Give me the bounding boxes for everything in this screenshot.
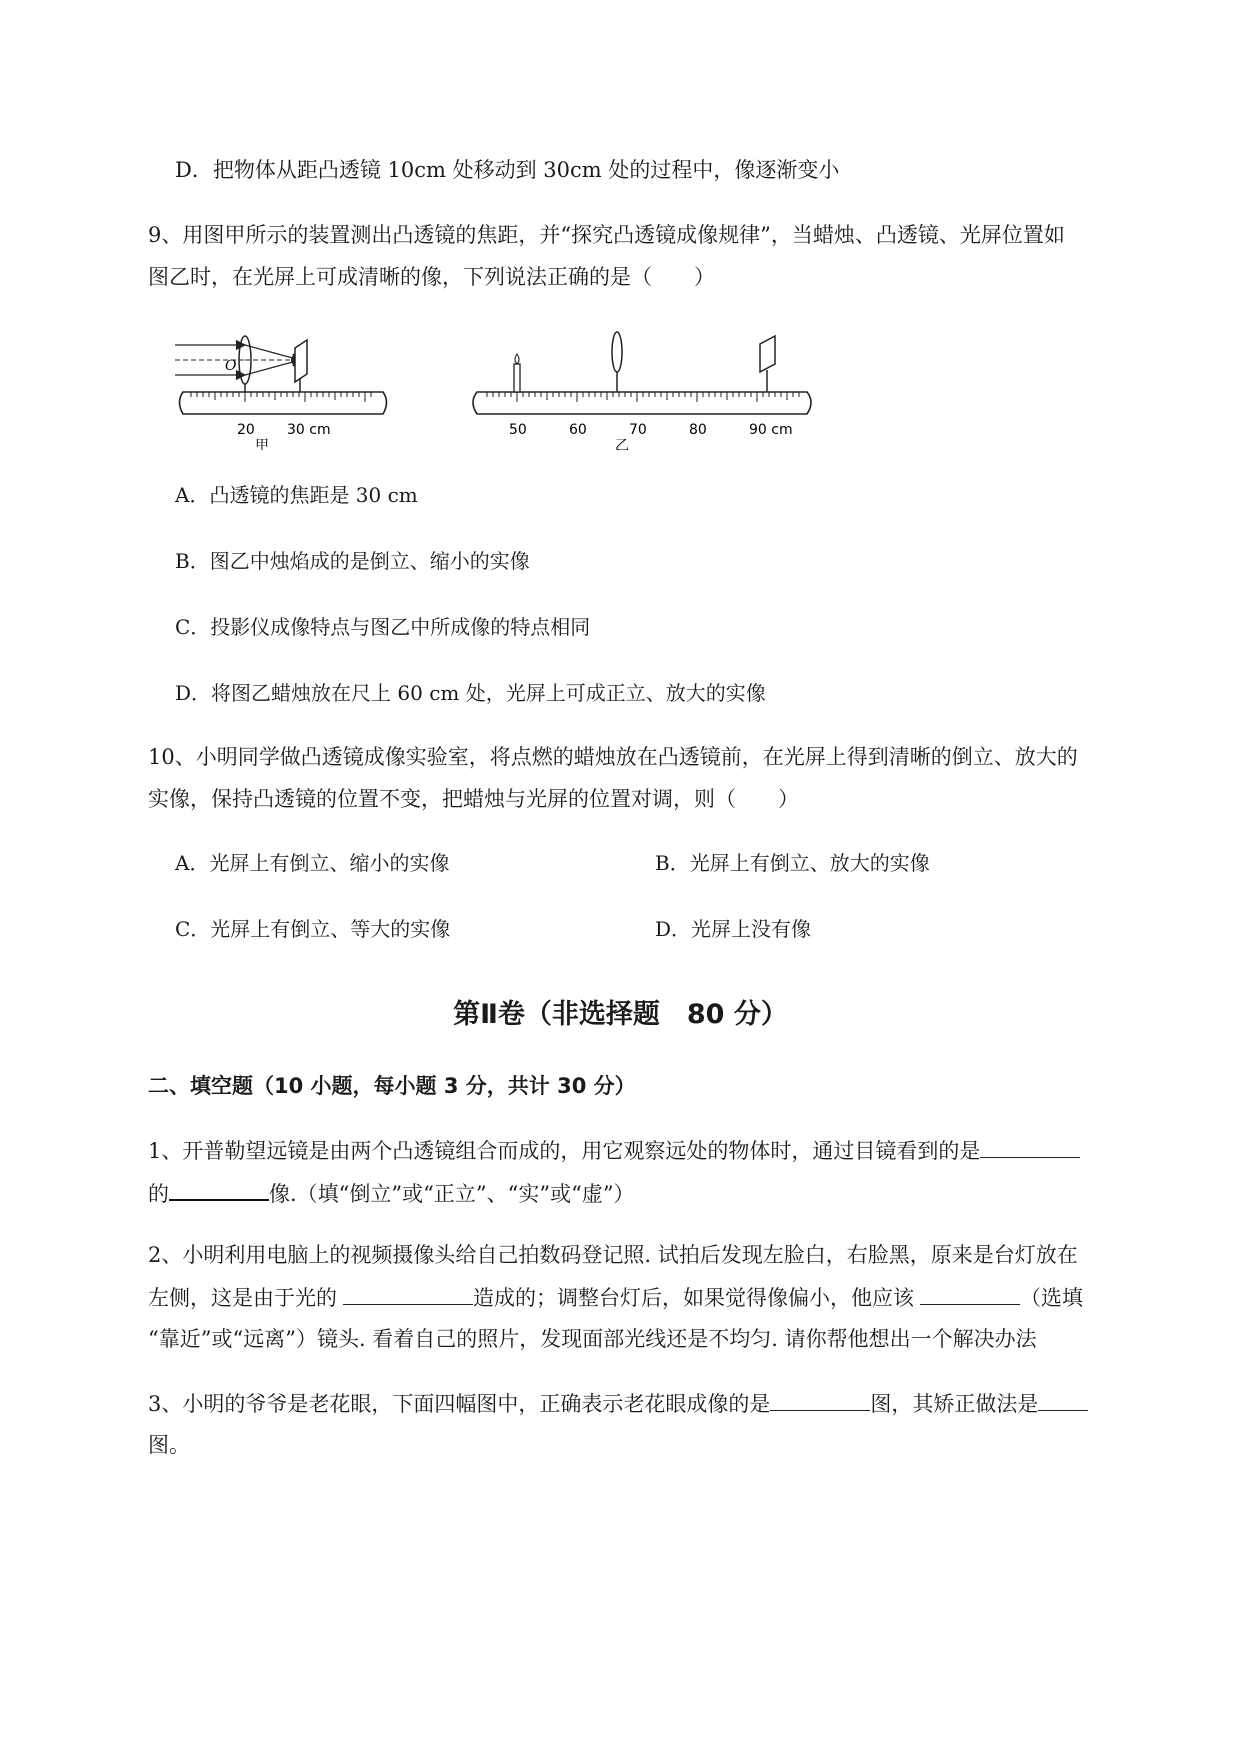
fill1-blank-1[interactable] — [980, 1135, 1080, 1158]
q10-option-c: C．光屏上有倒立、等大的实像 — [175, 917, 451, 941]
fill1-text3: 像.（填“倒立”或“正立”、“实”或“虚”） — [269, 1182, 635, 1206]
screen-yi — [760, 336, 775, 372]
candle — [514, 364, 520, 392]
q9-stem-line1: 9、用图甲所示的装置测出凸透镜的焦距，并“探究凸透镜成像规律”，当蜡烛、凸透镜、光屏位置如 — [148, 223, 1065, 247]
lens-yi — [612, 332, 622, 372]
q9-option-d: D．将图乙蜡烛放在尺上 60 cm 处，光屏上可成正立、放大的实像 — [175, 681, 766, 705]
q9-figure — [175, 330, 835, 454]
fill1-line2 — [148, 1177, 635, 1209]
lens-label-o: O — [225, 358, 237, 374]
fill1-line1 — [148, 1135, 1080, 1166]
q10-option-a: A．光屏上有倒立、缩小的实像 — [175, 851, 450, 875]
fill3-line2: 图。 — [148, 1433, 190, 1457]
tick-80: 80 — [689, 422, 707, 438]
tick-60: 60 — [569, 422, 587, 438]
fill3-text2: 图，其矫正做法是 — [870, 1392, 1039, 1416]
lens-jia — [239, 336, 251, 384]
q10-stem-line1: 10、小明同学做凸透镜成像实验室，将点燃的蜡烛放在凸透镜前，在光屏上得到清晰的倒立、放大的 — [148, 745, 1078, 769]
fill2-text2: 造成的；调整台灯后，如果觉得像偏小，他应该 — [473, 1286, 914, 1310]
q8-option-d: D．把物体从距凸透镜 10cm 处移动到 30cm 处的过程中，像逐渐变小 — [175, 158, 840, 182]
fill1-blank-2[interactable] — [169, 1177, 269, 1201]
fill2-line3: “靠近”或“远离”）镜头. 看着自己的照片，发现面部光线还是不均匀. 请你帮他想出一个解决办法 — [148, 1327, 1037, 1351]
q9-stem-line2: 图乙时，在光屏上可成清晰的像，下列说法正确的是（ ） — [148, 265, 715, 289]
figure-label-jia: 甲 — [255, 438, 269, 450]
q10-option-d: D．光屏上没有像 — [655, 917, 812, 941]
fill2-blank-1[interactable] — [343, 1282, 473, 1305]
q9-option-c: C．投影仪成像特点与图乙中所成像的特点相同 — [175, 615, 591, 639]
fill2-line2 — [148, 1282, 1083, 1313]
fill3-line1 — [148, 1388, 1088, 1419]
q9-option-b: B．图乙中烛焰成的是倒立、缩小的实像 — [175, 549, 530, 573]
fill2-blank-2[interactable] — [920, 1282, 1020, 1305]
part2-title: 第Ⅱ卷（非选择题 80 分） — [453, 999, 788, 1030]
tick-90cm: 90 cm — [749, 422, 793, 438]
tick-70: 70 — [629, 422, 647, 438]
fill1-text1: 1、开普勒望远镜是由两个凸透镜组合而成的，用它观察远处的物体时，通过目镜看到的是 — [148, 1139, 981, 1163]
section-fill-title: 二、填空题（10 小题，每小题 3 分，共计 30 分） — [148, 1074, 636, 1098]
figure-label-yi: 乙 — [615, 438, 629, 450]
fill1-text2: 的 — [148, 1182, 169, 1206]
tick-20: 20 — [237, 422, 255, 438]
fill3-text1: 3、小明的爷爷是老花眼，下面四幅图中，正确表示老花眼成像的是 — [148, 1392, 771, 1416]
q10-option-b: B．光屏上有倒立、放大的实像 — [655, 851, 930, 875]
fill2-line1: 2、小明利用电脑上的视频摄像头给自己拍数码登记照. 试拍后发现左脸白，右脸黑，原来是台灯放在 — [148, 1243, 1078, 1267]
fill3-blank-2[interactable] — [1038, 1388, 1088, 1411]
q9-option-a: A．凸透镜的焦距是 30 cm — [175, 483, 418, 507]
q10-stem-line2: 实像，保持凸透镜的位置不变，把蜡烛与光屏的位置对调，则（ ） — [148, 787, 799, 811]
tick-50: 50 — [509, 422, 527, 438]
candle-flame — [515, 354, 519, 364]
figure-jia — [175, 336, 387, 450]
fill2-text3: （选填 — [1020, 1286, 1083, 1310]
fill3-blank-1[interactable] — [770, 1388, 870, 1411]
ruler-yi — [473, 392, 811, 414]
screen-jia — [295, 340, 307, 382]
fill2-text1: 左侧，这是由于光的 — [148, 1286, 337, 1310]
tick-30cm: 30 cm — [287, 422, 331, 438]
figure-yi — [473, 332, 811, 450]
optics-bench-diagram — [175, 330, 835, 450]
ruler-jia — [180, 392, 387, 414]
